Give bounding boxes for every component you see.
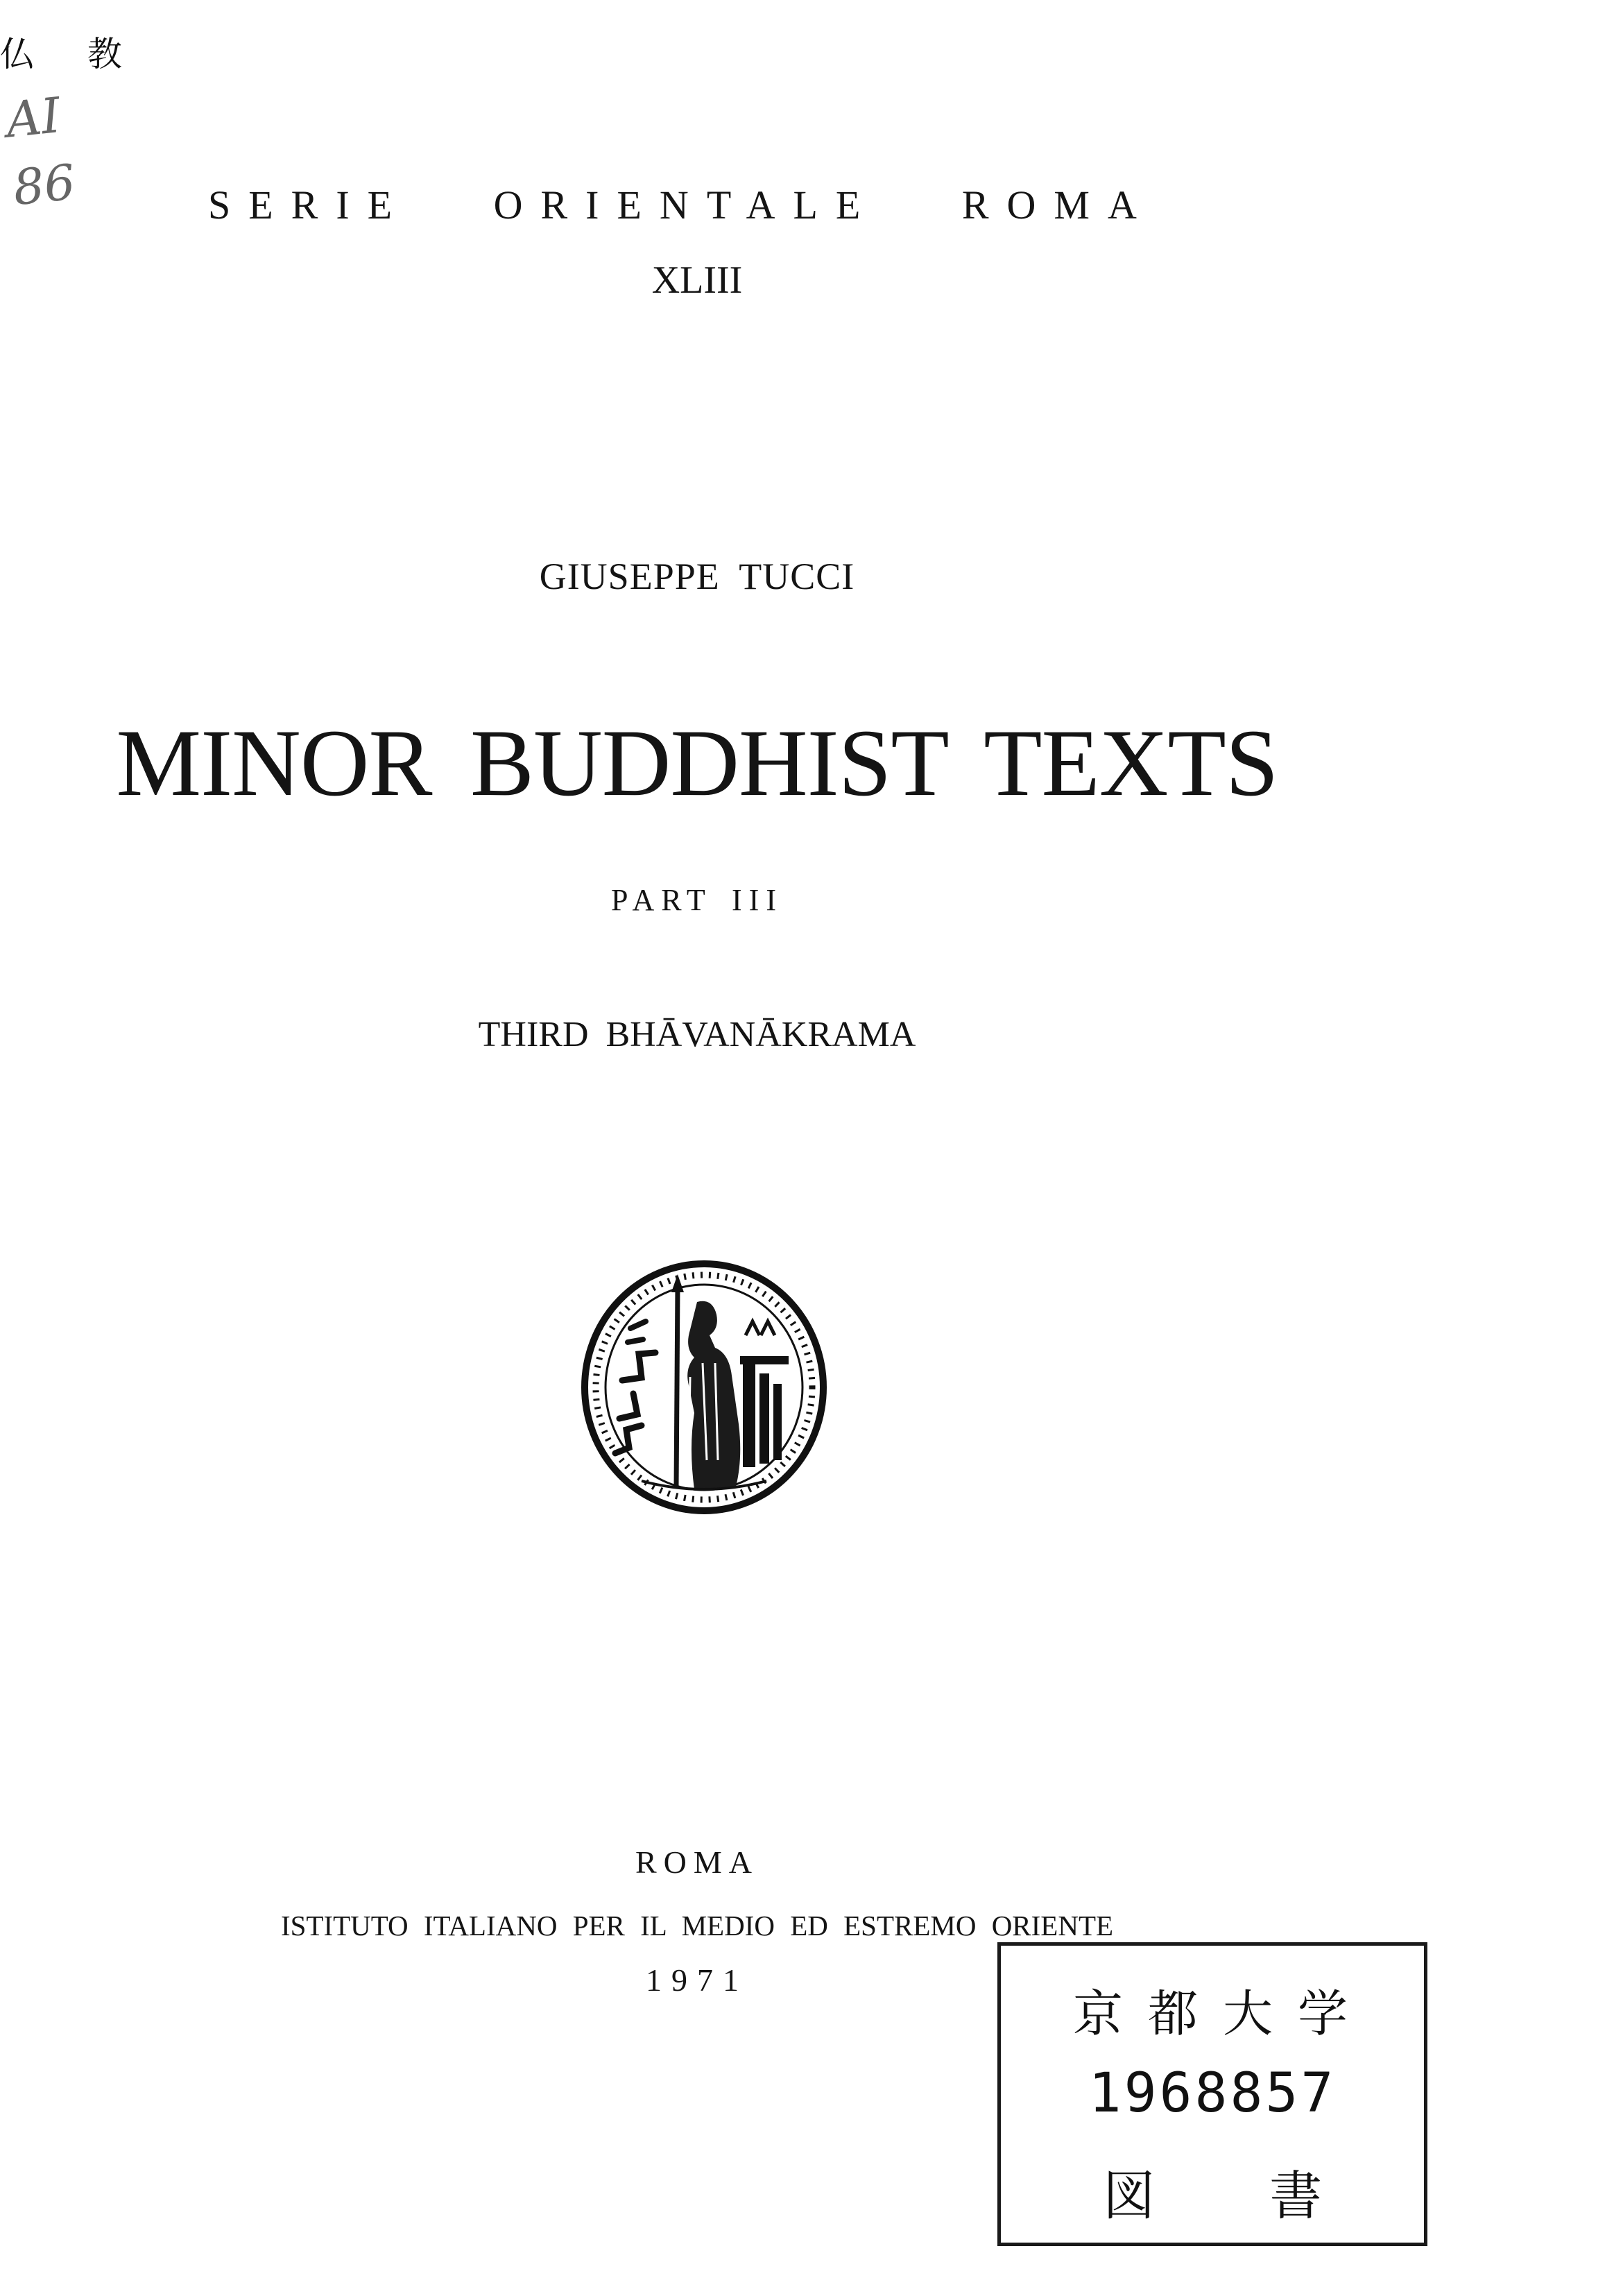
shelf-mark-line-1: AI: [3, 86, 64, 149]
book-title: MINOR BUDDHIST TEXTS: [116, 710, 1278, 816]
library-stamp: [997, 1942, 1427, 2246]
coin-emblem-icon: [579, 1259, 829, 1516]
part-number: PART III: [611, 883, 783, 917]
stamp-label-left: 図: [1102, 2165, 1156, 2227]
author-name: GIUSEPPE TUCCI: [539, 556, 855, 597]
series-title: SERIE ORIENTALE ROMA: [208, 182, 1155, 228]
stamp-label-right: 書: [1269, 2165, 1323, 2227]
publisher-name: ISTITUTO ITALIANO PER IL MEDIO ED ESTREMO ORIENTE: [280, 1910, 1114, 1942]
handwritten-shelf-mark: [3, 80, 78, 222]
stamp-accession-number: 1968857: [1088, 2062, 1337, 2125]
stamp-institution: 京都大学: [1072, 1985, 1373, 2043]
publication-place: ROMA: [635, 1844, 759, 1880]
stamp-label: [1001, 2154, 1424, 2229]
publication-year: 1971: [646, 1962, 748, 1998]
shelf-mark-line-2: 86: [10, 153, 78, 217]
book-subtitle: THIRD BHĀVANĀKRAMA: [478, 1015, 916, 1054]
volume-number: XLIII: [651, 259, 743, 302]
corner-ownership-mark: 仏 教: [0, 34, 143, 74]
